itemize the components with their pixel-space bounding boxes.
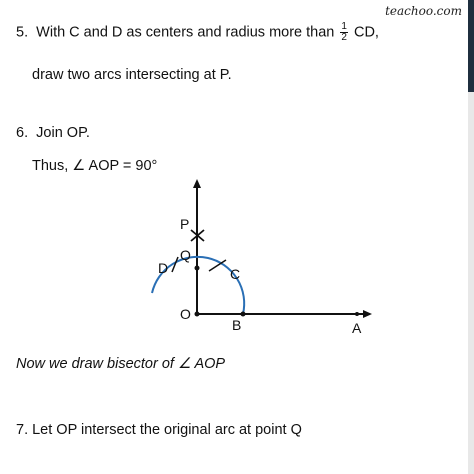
step-6-text: Join OP. <box>36 125 90 141</box>
label-q: Q <box>180 247 191 263</box>
point-q <box>195 266 200 271</box>
step-5-text-after: CD, <box>353 24 379 41</box>
label-d: D <box>158 260 169 276</box>
ray-op-arrowhead <box>193 179 201 188</box>
fraction-numerator: 1 <box>341 21 347 32</box>
step-5-number: 5. <box>16 24 29 41</box>
step-5-text-before: With C and D as centers and radius more than <box>36 24 335 41</box>
step-6-thus: Thus, ∠ AOP = 90° <box>32 158 158 174</box>
fraction-denominator: 2 <box>341 32 347 43</box>
point-o <box>195 312 200 317</box>
point-a <box>355 312 359 316</box>
step-6-number: 6. <box>16 125 29 141</box>
label-b: B <box>232 317 242 333</box>
step-5-line-2: draw two arcs intersecting at P. <box>32 67 232 83</box>
label-a: A <box>352 320 362 336</box>
label-c: C <box>230 266 241 282</box>
step-7-line: 7. Let OP intersect the original arc at point Q <box>16 422 302 438</box>
bisector-note: Now we draw bisector of ∠ AOP <box>16 356 226 372</box>
label-p: P <box>180 216 190 232</box>
label-o: O <box>180 306 191 322</box>
brand-watermark: teachoo.com <box>385 4 462 18</box>
ray-oa-arrowhead <box>363 310 372 318</box>
point-b <box>241 312 246 317</box>
